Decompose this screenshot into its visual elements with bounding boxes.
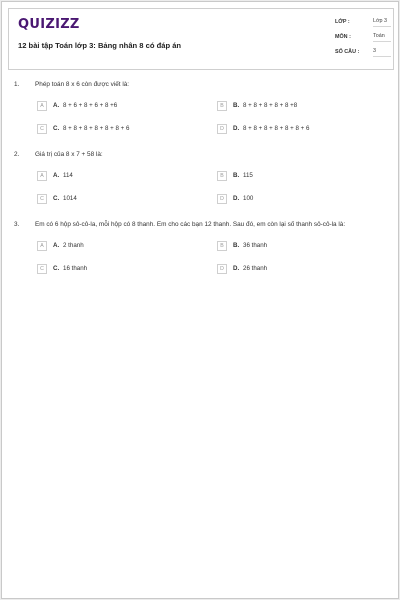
worksheet-page xyxy=(1,1,399,599)
question-number: 3. xyxy=(14,221,20,228)
option-checkbox[interactable]: C xyxy=(37,194,47,204)
option-letter: A. xyxy=(53,102,60,109)
question-number: 2. xyxy=(14,151,20,158)
option-text: 115 xyxy=(243,172,253,179)
option-checkbox[interactable]: A xyxy=(37,241,47,251)
option-letter: A. xyxy=(53,242,60,249)
option-letter: D. xyxy=(233,265,240,272)
meta-label-grade: LỚP : xyxy=(335,19,350,25)
option-text: 8 + 8 + 8 + 8 + 8 +8 xyxy=(243,102,298,109)
option-checkbox[interactable]: D xyxy=(217,124,227,134)
option-checkbox[interactable]: C xyxy=(37,124,47,134)
option-letter: C. xyxy=(53,125,60,132)
option-text: 8 + 8 + 8 + 8 + 8 + 8 + 6 xyxy=(243,125,310,132)
option-letter: D. xyxy=(233,125,240,132)
option-text: 8 + 6 + 8 + 6 + 8 +6 xyxy=(63,102,118,109)
option-checkbox[interactable]: D xyxy=(217,194,227,204)
meta-value-question-count: 3 xyxy=(373,48,391,57)
option-letter: D. xyxy=(233,195,240,202)
meta-row-question-count xyxy=(335,49,391,64)
question-text: Em có 6 hộp sô-cô-la, mỗi hộp có 8 thanh. Em cho các bạn 12 thanh. Sau đó, em còn lại số thanh sô-cô-la là: xyxy=(35,221,346,228)
option-checkbox[interactable]: B xyxy=(217,171,227,181)
meta-value-grade: Lớp 3 xyxy=(373,18,391,27)
option-text: 100 xyxy=(243,195,254,202)
option-checkbox[interactable]: B xyxy=(217,101,227,111)
option-letter: A. xyxy=(53,172,60,179)
option-checkbox[interactable]: A xyxy=(37,171,47,181)
option-letter: C. xyxy=(53,265,60,272)
option-text: 36 thanh xyxy=(243,242,268,249)
option-checkbox[interactable]: C xyxy=(37,264,47,274)
option-text: 114 xyxy=(63,172,73,179)
meta-row-subject xyxy=(335,34,391,49)
option-letter: B. xyxy=(233,102,240,109)
question-number: 1. xyxy=(14,81,20,88)
option-checkbox[interactable]: D xyxy=(217,264,227,274)
option-text: 16 thanh xyxy=(63,265,88,272)
option-letter: B. xyxy=(233,172,240,179)
option-text: 1014 xyxy=(63,195,77,202)
worksheet-header xyxy=(8,8,394,70)
worksheet-title: 12 bài tập Toán lớp 3: Bảng nhân 8 có đáp án xyxy=(18,41,182,50)
meta-value-subject: Toán xyxy=(373,33,391,42)
meta-label-question-count: SỐ CÂU : xyxy=(335,49,360,55)
question-text: Giá trị của 8 x 7 + 58 là: xyxy=(35,151,103,158)
option-text: 2 thanh xyxy=(63,242,84,249)
option-letter: B. xyxy=(233,242,240,249)
question-text: Phép toán 8 x 6 còn được viết là: xyxy=(35,81,130,88)
quizizz-logo: QUIZIZZ xyxy=(18,17,80,32)
option-text: 26 thanh xyxy=(243,265,268,272)
worksheet-meta xyxy=(335,19,391,64)
option-checkbox[interactable]: B xyxy=(217,241,227,251)
meta-label-subject: MÔN : xyxy=(335,34,351,40)
meta-row-grade xyxy=(335,19,391,34)
option-text: 8 + 8 + 8 + 8 + 8 + 8 + 6 xyxy=(63,125,130,132)
option-letter: C. xyxy=(53,195,60,202)
option-checkbox[interactable]: A xyxy=(37,101,47,111)
